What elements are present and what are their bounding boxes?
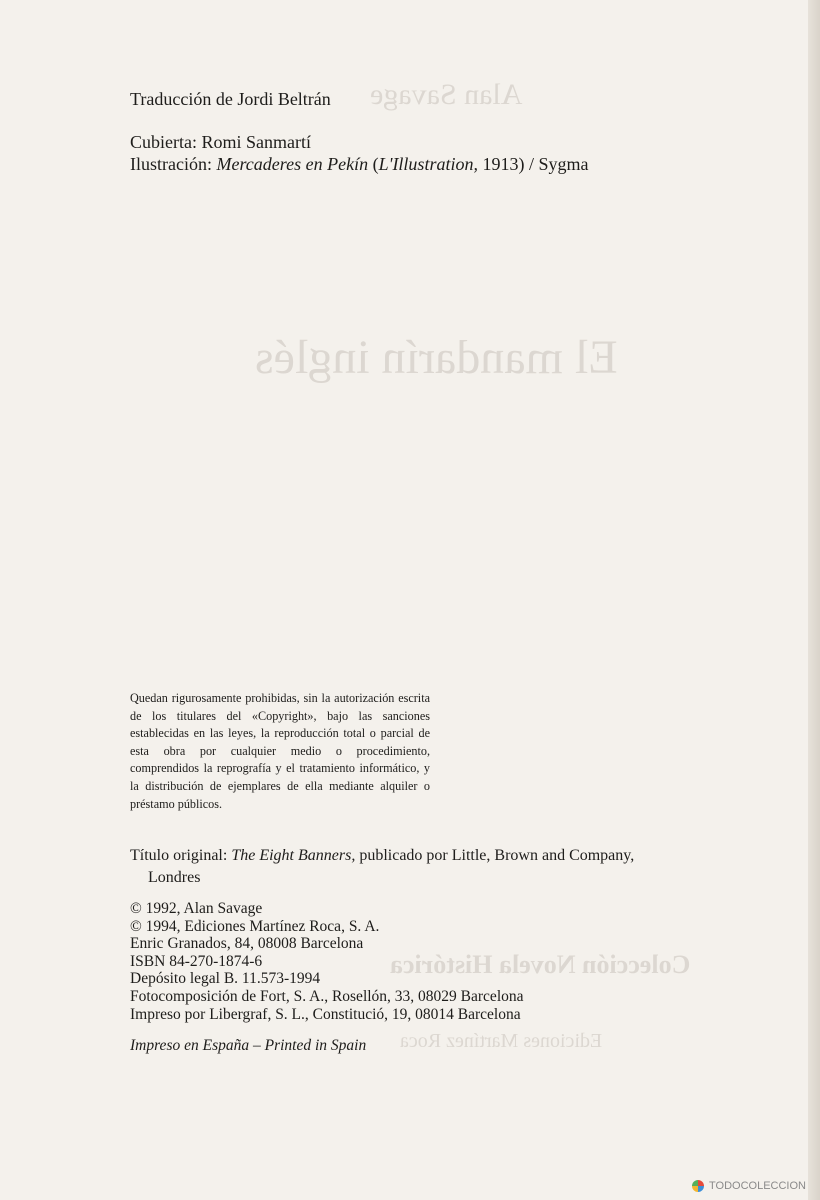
printer-credit: Impreso por Libergraf, S. L., Constitució, 19, 08014 Barcelona <box>130 1005 521 1023</box>
original-city: Londres <box>148 869 201 886</box>
illustration-credit: Ilustración: Mercaderes en Pekín (L'Illustration, 1913) / Sygma <box>130 154 589 174</box>
original-title-block <box>130 845 700 889</box>
legal-notice: Quedan rigurosamente prohibidas, sin la autorización escrita de los titulares del «Copyright», bajo las sanciones establecidas en las leyes, la reproducción total o parcial de esta obra por cualquier medio o procedimiento, comprendidos la reprografía y el tratamiento informático, y la distribución de ejemplares de ella mediante alquiler o préstamo públicos. <box>130 691 430 811</box>
translation-credit: Traducción de Jordi Beltrán <box>130 89 331 109</box>
legal-deposit: Depósito legal B. 11.573-1994 <box>130 970 321 988</box>
copyright-line: © 1994, Ediciones Martínez Roca, S. A. <box>130 917 380 935</box>
original-title-line: Título original: The Eight Banners, publicado por Little, Brown and Company, <box>130 847 635 864</box>
show-through-title: El mandarín inglés <box>255 331 618 384</box>
show-through-publisher: Ediciones Martínez Roca <box>400 1030 603 1052</box>
copyright-block <box>130 900 524 1023</box>
copyright-line: © 1992, Alan Savage <box>130 900 263 917</box>
watermark <box>692 1180 806 1192</box>
publisher-address: Enric Granados, 84, 08008 Barcelona <box>130 935 364 953</box>
watermark-text: TODOCOLECCION <box>709 1180 806 1192</box>
cover-credit: Cubierta: Romi Sanmartí <box>130 132 311 152</box>
typesetting-credit: Fotocomposición de Fort, S. A., Rosellón, 33, 08029 Barcelona <box>130 987 524 1005</box>
page-edge <box>808 0 820 1200</box>
show-through-author: Alan Savage <box>370 78 523 111</box>
cover-credits <box>130 131 588 175</box>
show-through-collection: Colección Novela Histórica <box>390 950 691 979</box>
todocoleccion-logo-icon <box>692 1180 704 1192</box>
illustration-source: L'Illustration, <box>378 154 478 174</box>
printed-in: Impreso en España – Printed in Spain <box>130 1037 367 1054</box>
isbn: ISBN 84-270-1874-6 <box>130 952 263 970</box>
illustration-title: Mercaderes en Pekín <box>216 154 369 174</box>
original-title: The Eight Banners, <box>231 847 356 864</box>
